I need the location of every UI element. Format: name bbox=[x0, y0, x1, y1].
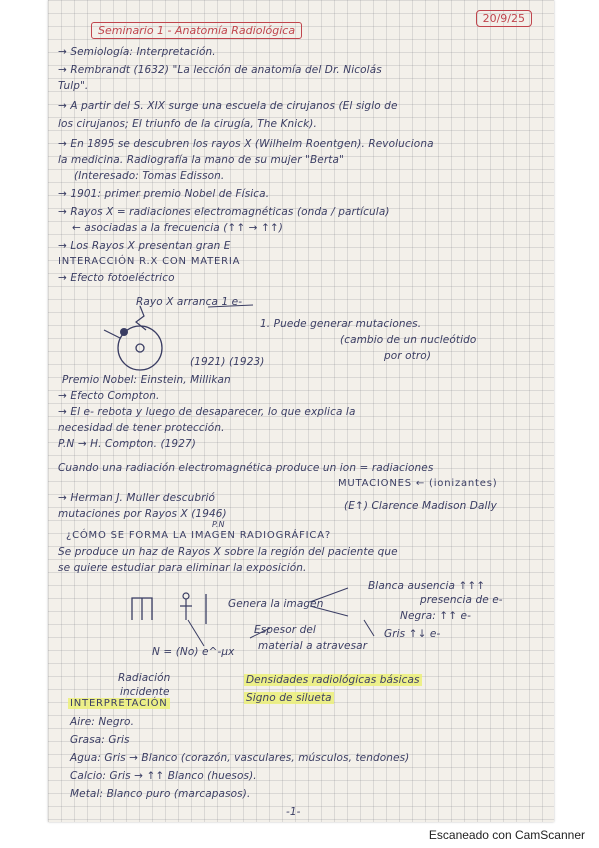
note-line: (E↑) Clarence Madison Dally bbox=[344, 500, 497, 512]
diagram-label: presencia de e- bbox=[420, 594, 503, 606]
note-line: → Herman J. Muller descubrió bbox=[58, 492, 216, 504]
note-line: necesidad de tener protección. bbox=[58, 422, 225, 434]
list-item: Metal: Blanco puro (marcapasos). bbox=[70, 788, 251, 800]
note-line: se quiere estudiar para eliminar la exposición. bbox=[58, 562, 307, 574]
diagram-label: (1921) (1923) bbox=[190, 356, 265, 368]
page-number: -1- bbox=[286, 806, 301, 818]
page-title: Seminario 1 - Anatomía Radiológica bbox=[91, 22, 302, 39]
section-heading: ¿CÓMO SE FORMA LA IMAGEN RADIOGRÁFICA? bbox=[66, 530, 331, 541]
note-line: Se produce un haz de Rayos X sobre la región del paciente que bbox=[58, 546, 398, 558]
note-line: Cuando una radiación electromagnética produce un ion = radiaciones bbox=[58, 462, 434, 474]
scanner-watermark: Escaneado con CamScanner bbox=[428, 828, 585, 842]
diagram-label: por otro) bbox=[384, 350, 432, 362]
list-item: Aire: Negro. bbox=[70, 716, 135, 728]
note-line: → A partir del S. XIX surge una escuela de cirujanos (El siglo de bbox=[58, 100, 398, 112]
note-line: ← asociadas a la frecuencia (↑↑ → ↑↑) bbox=[72, 222, 283, 234]
diagram-label: Rayo X arranca 1 e- bbox=[136, 296, 243, 308]
note-line: → Semiología: Interpretación. bbox=[58, 46, 216, 58]
list-item: Grasa: Gris bbox=[70, 734, 130, 746]
note-line: → 1901: primer premio Nobel de Física. bbox=[58, 188, 270, 200]
section-heading: INTERPRETACIÓN bbox=[70, 698, 168, 709]
date-label: 20/9/25 bbox=[476, 10, 532, 27]
note-line: → Efecto fotoeléctrico bbox=[58, 272, 175, 284]
diagram-label: (cambio de un nucleótido bbox=[340, 334, 477, 346]
diagram-label: Espesor del bbox=[254, 624, 316, 636]
note-line: la medicina. Radiografía la mano de su mujer "Berta" bbox=[58, 154, 344, 166]
section-heading: INTERACCIÓN R.X CON MATERIA bbox=[58, 256, 241, 267]
diagram-label: material a atravesar bbox=[258, 640, 368, 652]
diagram-label: Blanca ausencia ↑↑↑ bbox=[368, 580, 486, 592]
diagram-label: 1. Puede generar mutaciones. bbox=[260, 318, 422, 330]
notebook-page bbox=[48, 0, 554, 822]
note-line: P.N → H. Compton. (1927) bbox=[58, 438, 196, 450]
note-line: mutaciones por Rayos X (1946) bbox=[58, 508, 227, 520]
diagram-label: Negra: ↑↑ e- bbox=[400, 610, 471, 622]
note-line: → Rembrandt (1632) "La lección de anatomía del Dr. Nicolás bbox=[58, 64, 382, 76]
note-line: → En 1895 se descubren los rayos X (Wilhelm Roentgen). Revoluciona bbox=[58, 138, 434, 150]
list-item: Calcio: Gris → ↑↑ Blanco (huesos). bbox=[70, 770, 257, 782]
diagram-label: Genera la imagen bbox=[228, 598, 324, 610]
highlight-note: Signo de silueta bbox=[246, 692, 332, 704]
note-line: → Rayos X = radiaciones electromagnéticas (onda / partícula) bbox=[58, 206, 390, 218]
diagram-label: Gris ↑↓ e- bbox=[384, 628, 441, 640]
note-line: Tulp". bbox=[58, 80, 89, 92]
list-item: Agua: Gris → Blanco (corazón, vasculares, músculos, tendones) bbox=[70, 752, 410, 764]
note-line: los cirujanos; El triunfo de la cirugía, The Knick). bbox=[58, 118, 317, 130]
note-line: Radiación bbox=[118, 672, 171, 684]
note-line: → Los Rayos X presentan gran E bbox=[58, 240, 231, 252]
note-line: P.N bbox=[212, 520, 225, 529]
note-line: (Interesado: Tomas Edisson. bbox=[74, 170, 225, 182]
note-line: MUTACIONES ← (ionizantes) bbox=[338, 478, 498, 489]
note-line: → El e- rebota y luego de desaparecer, lo que explica la bbox=[58, 406, 356, 418]
highlight-note: Densidades radiológicas básicas bbox=[246, 674, 420, 686]
formula: N = (No) e^-μx bbox=[152, 646, 235, 658]
note-line: incidente bbox=[120, 686, 170, 698]
note-line: → Efecto Compton. bbox=[58, 390, 160, 402]
note-line: Premio Nobel: Einstein, Millikan bbox=[62, 374, 231, 386]
